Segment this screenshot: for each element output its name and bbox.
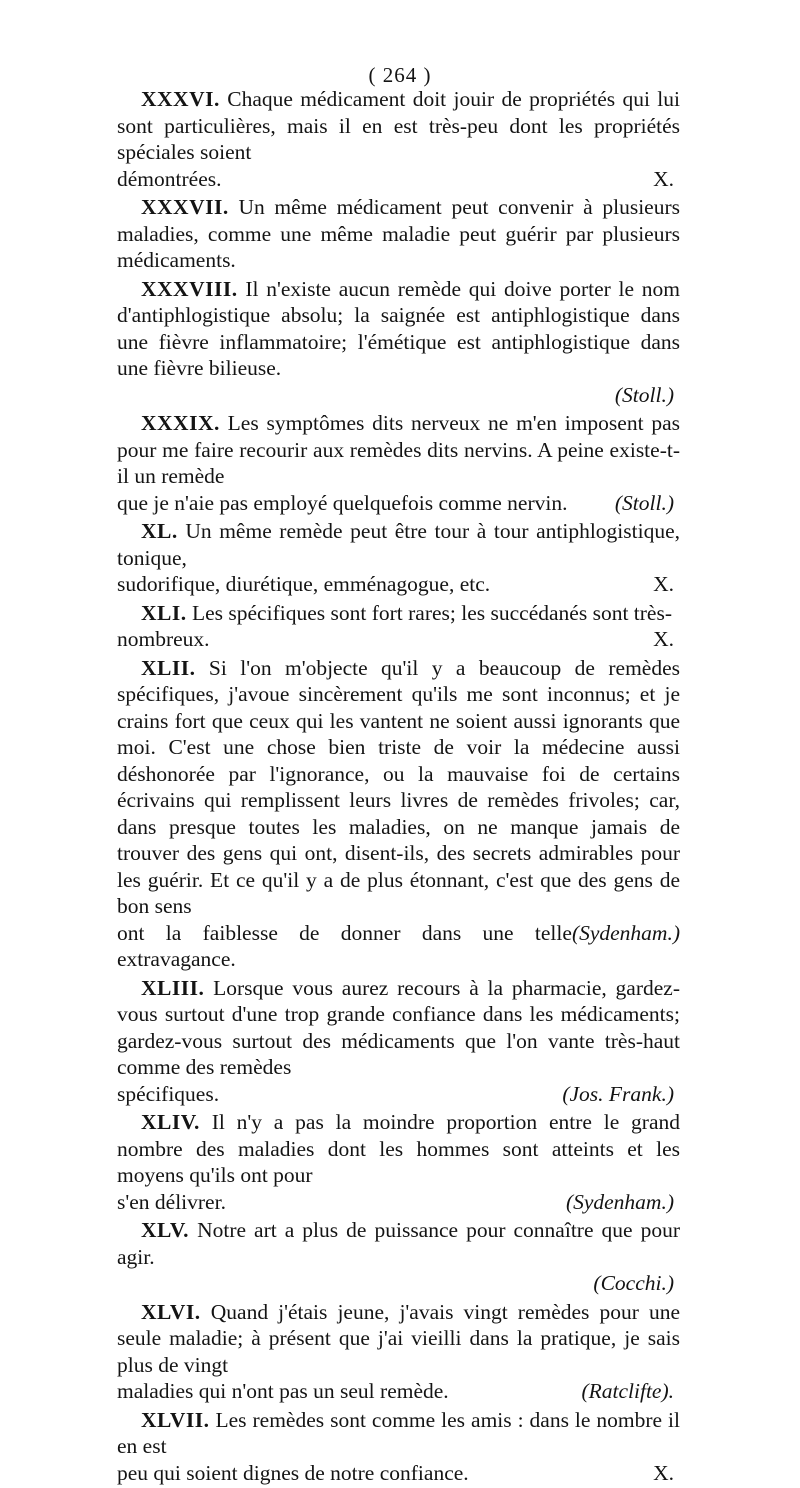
aphorism-number: XXXVI.	[141, 87, 220, 111]
aphorism-text-last: ont la faiblesse de donner dans une telle extravagance.	[117, 920, 572, 971]
attribution: X.	[653, 1460, 674, 1485]
aphorism-text: Notre art a plus de puissance pour connaître que pour agir.	[117, 1218, 680, 1269]
aphorism-number: XLII.	[141, 655, 196, 680]
attribution: (Jos. Frank.)	[562, 1081, 674, 1106]
aphorism-closing-line	[117, 1378, 680, 1405]
attribution: (Stoll.)	[614, 382, 674, 407]
aphorism-xlvii	[117, 1407, 680, 1487]
aphorism-text: Quand j'étais jeune, j'avais vingt remèdes pour une seule maladie; à présent que j'ai vieilli dans la pratique, je sais plus de vingt	[117, 1299, 681, 1377]
attribution: X.	[653, 572, 674, 596]
aphorism-text: Les symptômes dits nerveux ne m'en imposent pas pour me faire recourir aux remèdes dits nervins. A peine existe-t-il un remède	[117, 411, 680, 488]
aphorism-number: XLI.	[141, 600, 187, 625]
aphorism-xxxvii	[117, 194, 680, 274]
attribution: (Ratclifte).	[581, 1379, 674, 1403]
aphorism-text: Les remèdes sont comme les amis : dans le nombre il en est	[117, 1407, 680, 1458]
aphorism-closing-line	[117, 920, 680, 973]
aphorism-number: XL.	[141, 519, 178, 543]
aphorism-closing-line	[117, 166, 680, 193]
aphorism-number: XLVI.	[141, 1299, 201, 1324]
page-number: ( 264 )	[368, 63, 432, 87]
aphorism-closing-line	[117, 490, 680, 517]
aphorism-number: XXXVII.	[141, 195, 229, 219]
aphorism-closing-line	[117, 1081, 680, 1108]
aphorism-text-last: démontrées.	[117, 166, 222, 191]
aphorism-closing-line	[117, 626, 680, 653]
aphorism-xxxix	[117, 410, 680, 516]
aphorism-text-last: que je n'aie pas employé quelquefois comme nervin.	[117, 490, 568, 515]
aphorism-list	[117, 86, 680, 1488]
aphorism-text: Lorsque vous aurez recours à la pharmacie, gardez-vous surtout d'une trop grande confiance dans les médicaments; gardez-vous surtout des médicaments que l'on vante très-haut comme des remèdes	[117, 975, 680, 1079]
aphorism-xlv	[117, 1217, 680, 1297]
aphorism-text-last: spécifiques.	[117, 1081, 220, 1106]
aphorism-text: Un même médicament peut convenir à plusieurs maladies, comme une même maladie peut guérir par plusieurs médicaments.	[117, 195, 680, 272]
aphorism-xliii	[117, 975, 680, 1108]
aphorism-text: Les spécifiques sont fort rares; les succédanés sont très-	[191, 600, 672, 625]
aphorism-number: XLIV.	[141, 1110, 200, 1134]
aphorism-xli	[117, 600, 680, 653]
aphorism-number: XLIII.	[141, 975, 205, 1000]
aphorism-xlii	[117, 655, 680, 973]
aphorism-number: XXXIX.	[141, 411, 220, 435]
attribution: (Cocchi.)	[593, 1271, 674, 1295]
aphorism-text-last: peu qui soient dignes de notre confiance.	[117, 1460, 469, 1485]
aphorism-number: XLVII.	[141, 1407, 210, 1432]
aphorism-xliv	[117, 1109, 680, 1215]
attribution: (Sydenham.)	[565, 1189, 674, 1214]
aphorism-text-last: nombreux.	[117, 627, 210, 651]
aphorism-xl	[117, 518, 680, 598]
aphorism-text: Si l'on m'objecte qu'il y a beaucoup de remèdes spécifiques, j'avoue sincèrement qu'ils me sont inconnus; et je crains fort que ceux qui les vantent ne soient aussi ignorants que moi. C'est une chose bien triste de voir la médecine aussi déshonorée par l'ignorance, ou la mauvaise foi de certains écrivains qui remplissent leurs livres de remèdes frivoles; car, dans presque toutes les maladies, on ne manque jamais de trouver des gens qui ont, disent-ils, des secrets admirables pour les guérir. Et ce qu'il y a de plus étonnant, c'est que des gens de bon sens	[117, 655, 680, 918]
aphorism-number: XLV.	[141, 1218, 190, 1242]
aphorism-text-last: sudorifique, diurétique, emménagogue, etc.	[117, 572, 491, 596]
attribution: X.	[653, 166, 674, 191]
aphorism-text-last: maladies qui n'ont pas un seul remède.	[117, 1379, 449, 1403]
attribution: (Stoll.)	[614, 490, 674, 515]
attribution: (Sydenham.)	[571, 920, 680, 945]
aphorism-xxxviii	[117, 276, 680, 409]
aphorism-text: Il n'existe aucun remède qui doive porter le nom d'antiphlogistique absolu; la saignée est antiphlogistique dans une fièvre inflammatoire; l'émétique est antiphlogistique dans une fièvre bilieuse.	[117, 276, 680, 380]
aphorism-closing-line	[117, 571, 680, 598]
aphorism-xlvi	[117, 1299, 680, 1405]
aphorism-xxxvi	[117, 86, 680, 192]
aphorism-text: Il n'y a pas la moindre proportion entre le grand nombre des maladies dont les hommes sont atteints et les moyens qu'ils ont pour	[117, 1110, 681, 1187]
aphorism-closing-line	[117, 1460, 680, 1487]
aphorism-text-last: s'en délivrer.	[117, 1189, 226, 1214]
attribution: X.	[653, 627, 674, 651]
aphorism-number: XXXVIII.	[141, 276, 238, 301]
aphorism-text: Un même remède peut être tour à tour antiphlogistique, tonique,	[117, 519, 681, 570]
aphorism-closing-line	[117, 1189, 680, 1216]
aphorism-text: Chaque médicament doit jouir de propriétés qui lui sont particulières, mais il en est très-peu dont les propriétés spéciales soient	[117, 87, 681, 164]
